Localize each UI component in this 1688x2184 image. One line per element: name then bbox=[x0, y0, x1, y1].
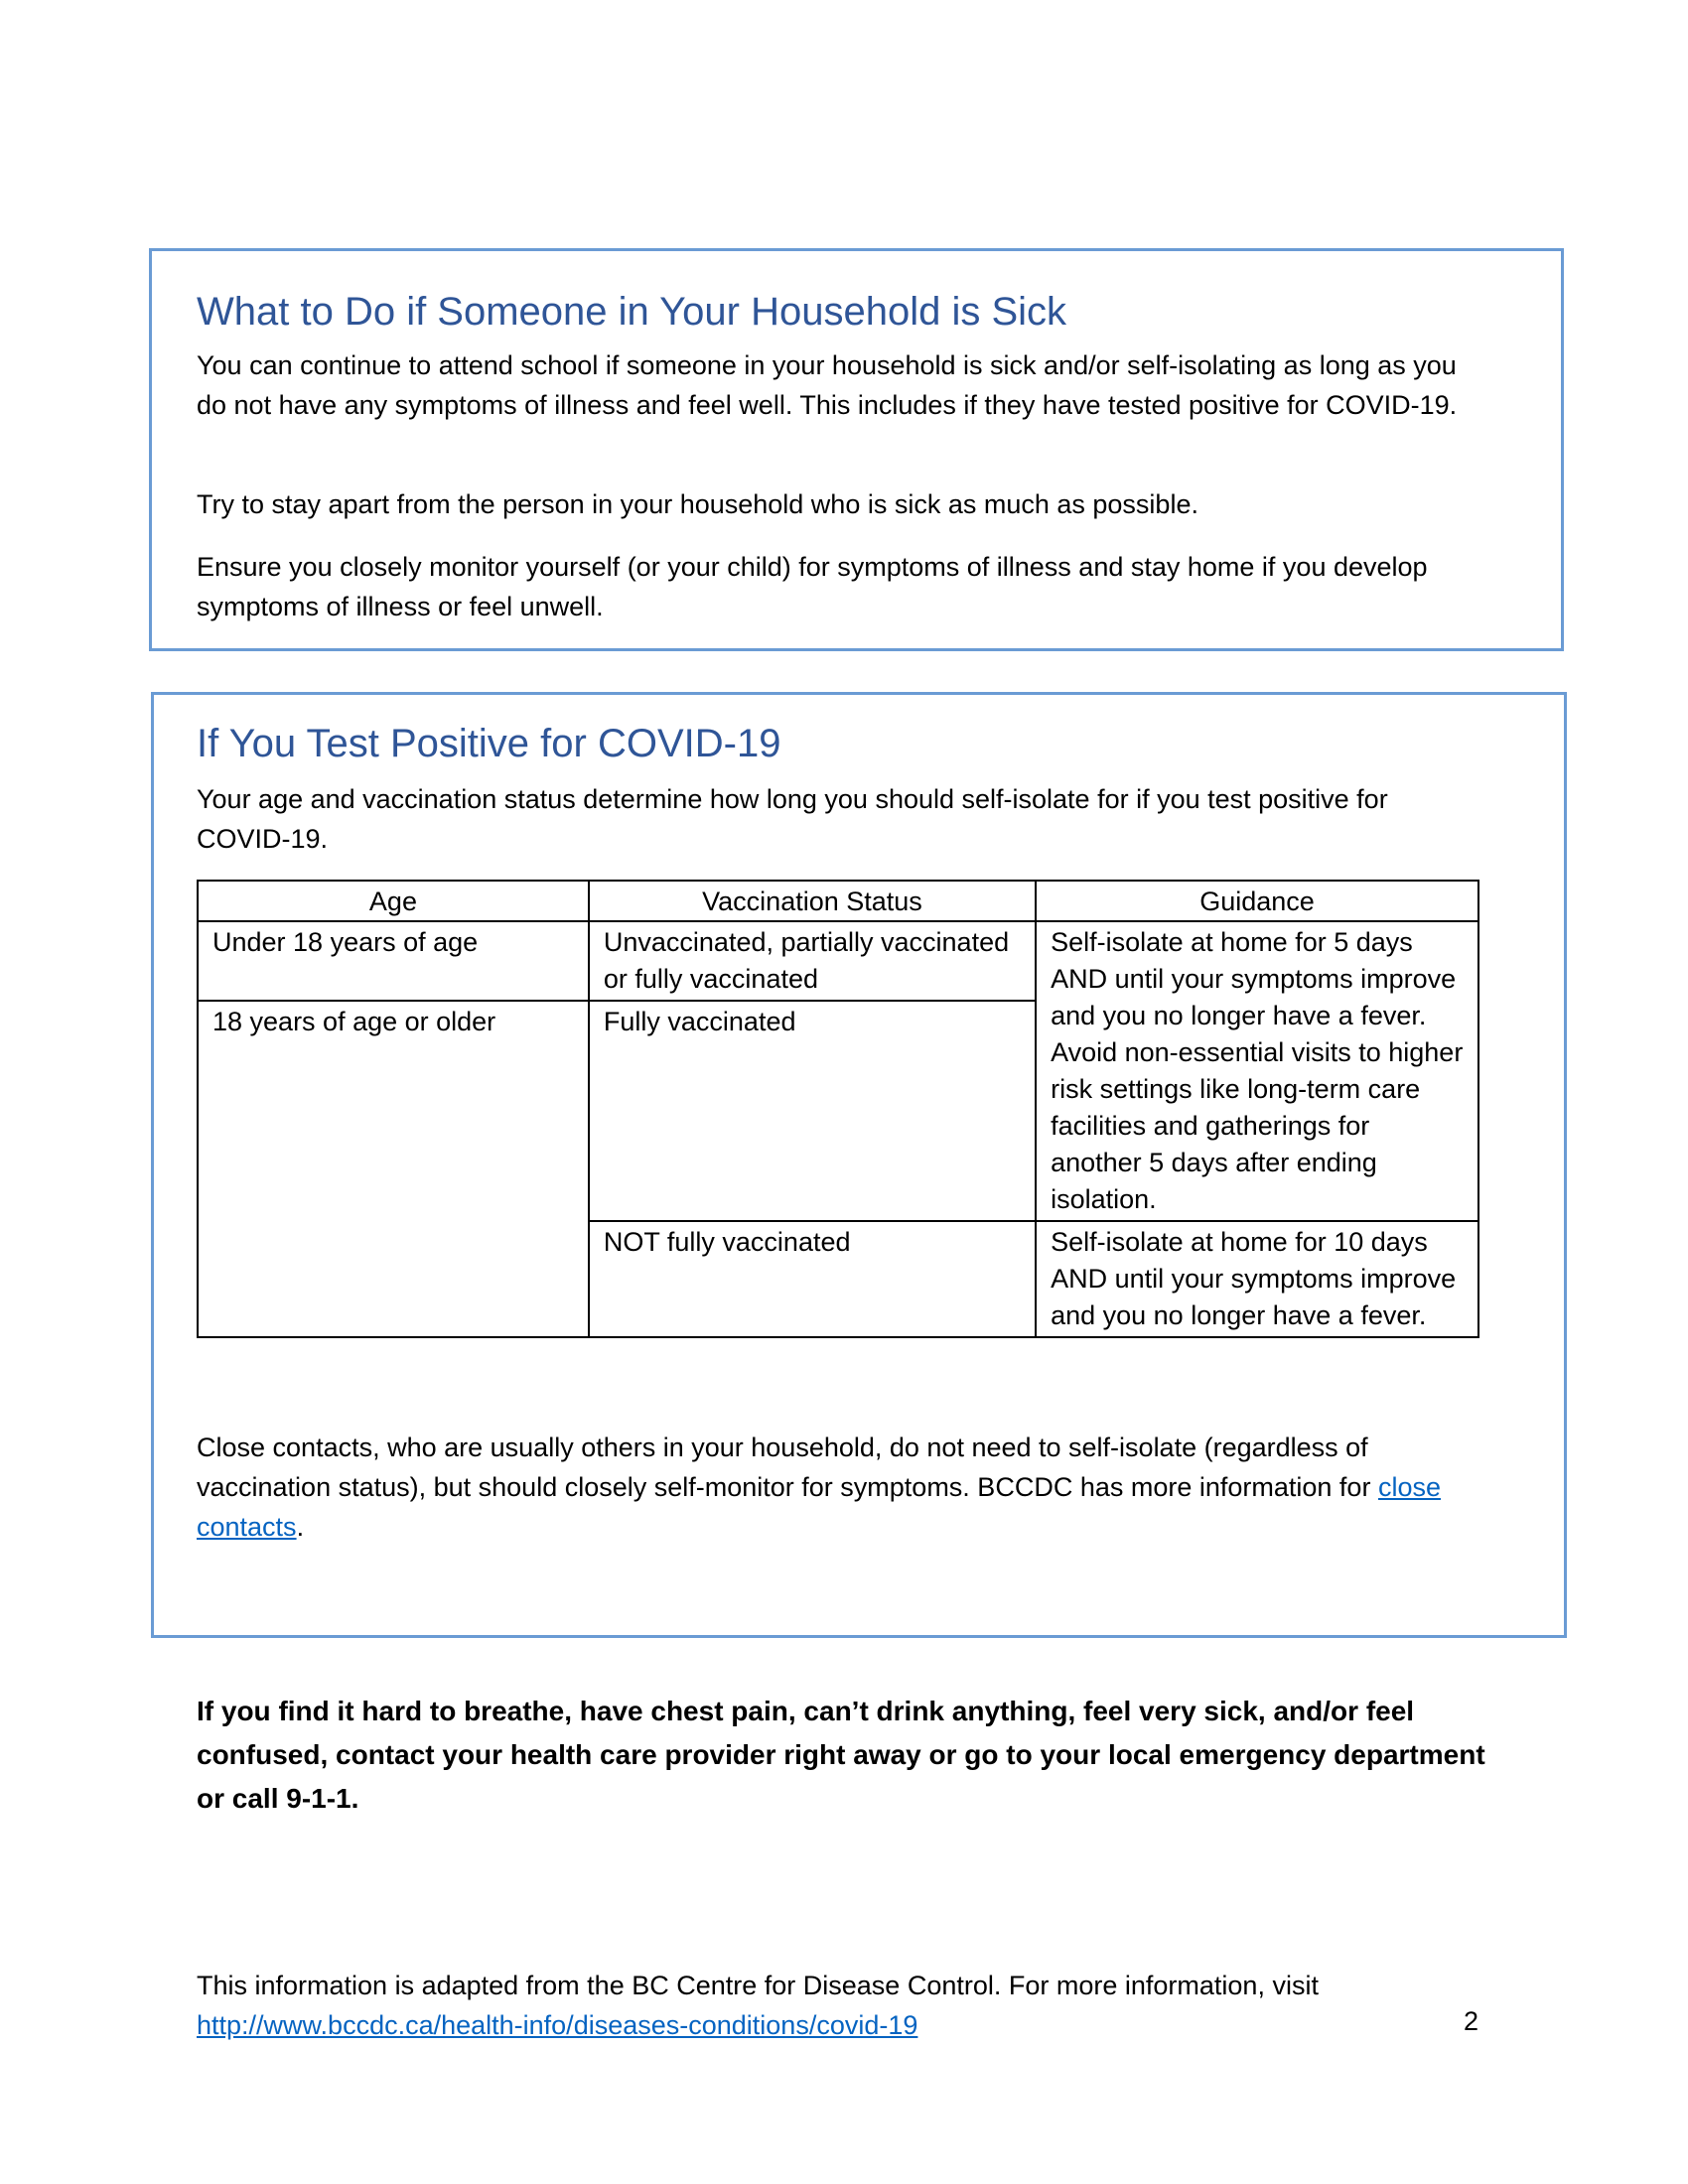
cell-vaccination: Unvaccinated, partially vaccinated or fully vaccinated bbox=[589, 921, 1036, 1001]
household-paragraph-3: Ensure you closely monitor yourself (or your child) for symptoms of illness and stay home if you develop symptoms of illness or feel unwell. bbox=[197, 552, 1428, 621]
test-positive-heading: If You Test Positive for COVID-19 bbox=[197, 722, 781, 765]
close-contacts-link[interactable]: close contacts bbox=[197, 1472, 1441, 1542]
close-contacts-paragraph bbox=[197, 1428, 1497, 1547]
household-paragraph-1: You can continue to attend school if someone in your household is sick and/or self-isolating as long as you do not have any symptoms of illness and feel well. This includes if they have tested positive for COVID-19. bbox=[197, 350, 1458, 420]
cell-vaccination: NOT fully vaccinated bbox=[589, 1221, 1036, 1337]
test-positive-intro: Your age and vaccination status determine how long you should self-isolate for if you test positive for COVID-19. bbox=[197, 784, 1388, 854]
household-paragraph-2: Try to stay apart from the person in your household who is sick as much as possible. bbox=[197, 489, 1198, 519]
cell-guidance: Self-isolate at home for 10 days AND until your symptoms improve and you no longer have a fever. bbox=[1036, 1221, 1478, 1337]
cell-guidance-shared: Self-isolate at home for 5 days AND until your symptoms improve and you no longer have a fever. Avoid non-essential visits to higher risk settings like long-term care facilities and gatherings for another 5 days after ending isolation. bbox=[1036, 921, 1478, 1221]
cell-age: 18 years of age or older bbox=[198, 1001, 589, 1337]
bccdc-link[interactable]: http://www.bccdc.ca/health-info/diseases-conditions/covid-19 bbox=[197, 2010, 918, 2040]
close-contacts-end: . bbox=[296, 1512, 305, 1542]
cell-vaccination: Fully vaccinated bbox=[589, 1001, 1036, 1221]
header-vaccination-status: Vaccination Status bbox=[589, 881, 1036, 921]
footer-text: This information is adapted from the BC Centre for Disease Control. For more information, visit bbox=[197, 1971, 1319, 2000]
cell-age: Under 18 years of age bbox=[198, 921, 589, 1001]
page-number: 2 bbox=[1464, 2006, 1479, 2036]
footer-note bbox=[197, 1966, 1487, 2045]
isolation-guidance-table bbox=[197, 880, 1479, 1338]
household-sick-heading: What to Do if Someone in Your Household is Sick bbox=[197, 290, 1067, 334]
header-age: Age bbox=[198, 881, 589, 921]
close-contacts-text: Close contacts, who are usually others in your household, do not need to self-isolate (regardless of vaccination status), but should closely self-monitor for symptoms. BCCDC has more information for bbox=[197, 1433, 1378, 1502]
table-header-row bbox=[198, 881, 1478, 921]
emergency-warning: If you find it hard to breathe, have chest pain, can’t drink anything, feel very sick, and/or feel confused, contact your health care provider right away or go to your local emergency department or call 9-1-1. bbox=[197, 1696, 1485, 1814]
header-guidance: Guidance bbox=[1036, 881, 1478, 921]
table-row bbox=[198, 921, 1478, 1001]
